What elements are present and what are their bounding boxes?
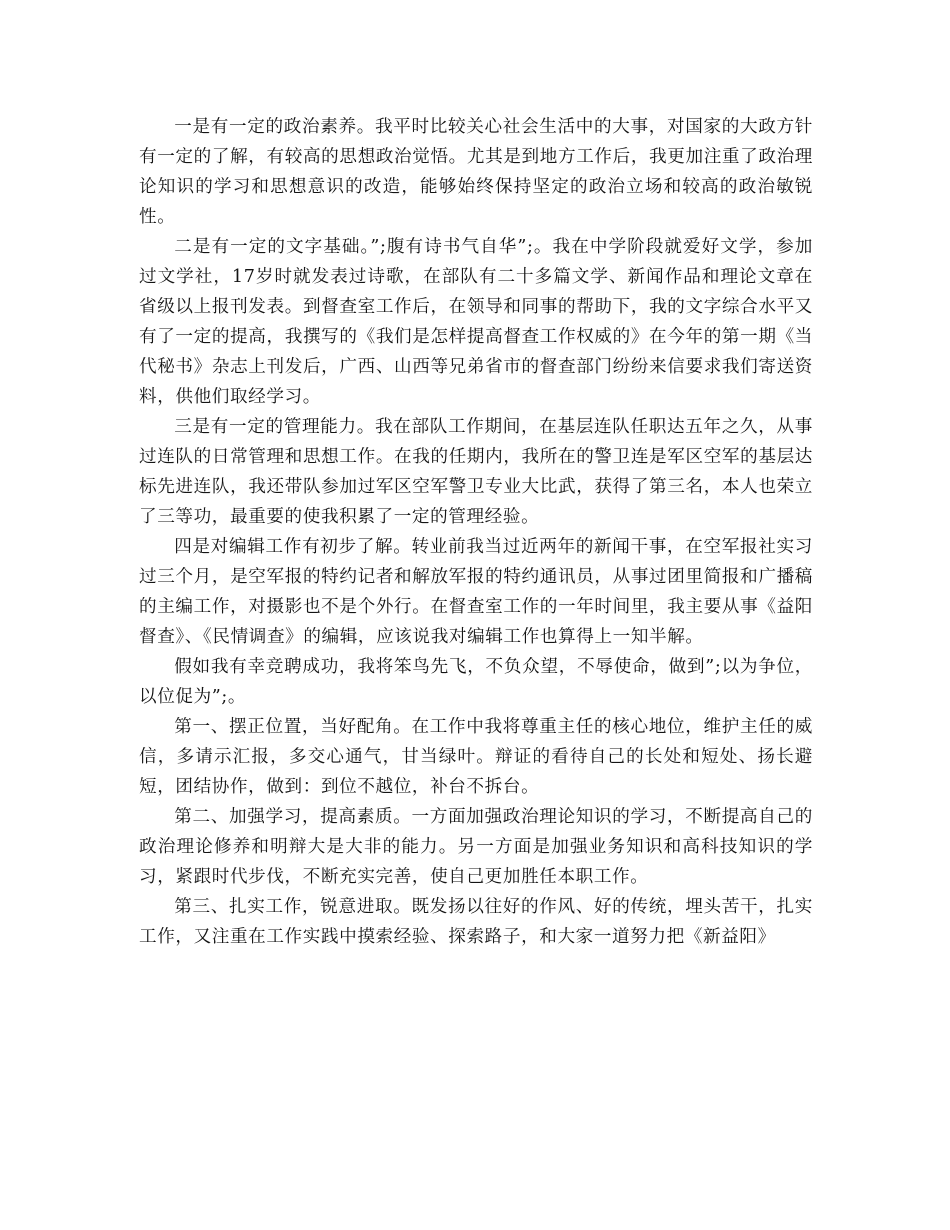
document-body xyxy=(139,112,813,952)
paragraph-writing-foundation: 二是有一定的文字基础。”;腹有诗书气自华”;。我在中学阶段就爱好文学，参加过文学社，17岁时就发表过诗歌，在部队有二十多篇文学、新闻作品和理论文章在省级以上报刊发表。到督查室工作后，在领导和同事的帮助下，我的文字综合水平又有了一定的提高，我撰写的《我们是怎样提高督查工作权威的》在今年的第一期《当代秘书》杂志上刊发后，广西、山西等兄弟省市的督查部门纷纷来信要求我们寄送资料，供他们取经学习。 xyxy=(139,237,813,407)
paragraph-political-literacy: 一是有一定的政治素养。我平时比较关心社会生活中的大事，对国家的大政方针有一定的了解，有较高的思想政治觉悟。尤其是到地方工作后，我更加注重了政治理论知识的学习和思想意识的改造，能够始终保持坚定的政治立场和较高的政治敏锐性。 xyxy=(139,117,813,227)
paragraph-second-point: 第二、加强学习，提高素质。一方面加强政治理论知识的学习，不断提高自己的政治理论修养和明辩大是大非的能力。另一方面是加强业务知识和高科技知识的学习，紧跟时代步伐，不断充实完善，使自己更加胜任本职工作。 xyxy=(139,807,813,887)
paragraph-first-point: 第一、摆正位置，当好配角。在工作中我将尊重主任的核心地位，维护主任的威信，多请示汇报，多交心通气，甘当绿叶。辩证的看待自己的长处和短处、扬长避短，团结协作，做到：到位不越位，补台不拆台。 xyxy=(139,717,813,797)
paragraph-editing-experience: 四是对编辑工作有初步了解。转业前我当过近两年的新闻干事，在空军报社实习过三个月，是空军报的特约记者和解放军报的特约通讯员，从事过团里简报和广播稿的主编工作，对摄影也不是个外行。在督查室工作的一年时间里，我主要从事《益阳督查》、《民情调查》的编辑，应该说我对编辑工作也算得上一知半解。 xyxy=(139,537,813,647)
paragraph-third-point: 第三、扎实工作，锐意进取。既发扬以往好的作风、好的传统，埋头苦干，扎实工作，又注重在工作实践中摸索经验、探索路子，和大家一道努力把《新益阳》 xyxy=(139,897,813,947)
paragraph-commitment: 假如我有幸竞聘成功，我将笨鸟先飞，不负众望，不辱使命，做到”;以为争位，以位促为”;。 xyxy=(139,657,813,707)
paragraph-management-ability: 三是有一定的管理能力。我在部队工作期间，在基层连队任职达五年之久，从事过连队的日常管理和思想工作。在我的任期内，我所在的警卫连是军区空军的基层达标先进连队，我还带队参加过军区空军警卫专业大比武，获得了第三名，本人也荣立了三等功，最重要的使我积累了一定的管理经验。 xyxy=(139,417,813,527)
